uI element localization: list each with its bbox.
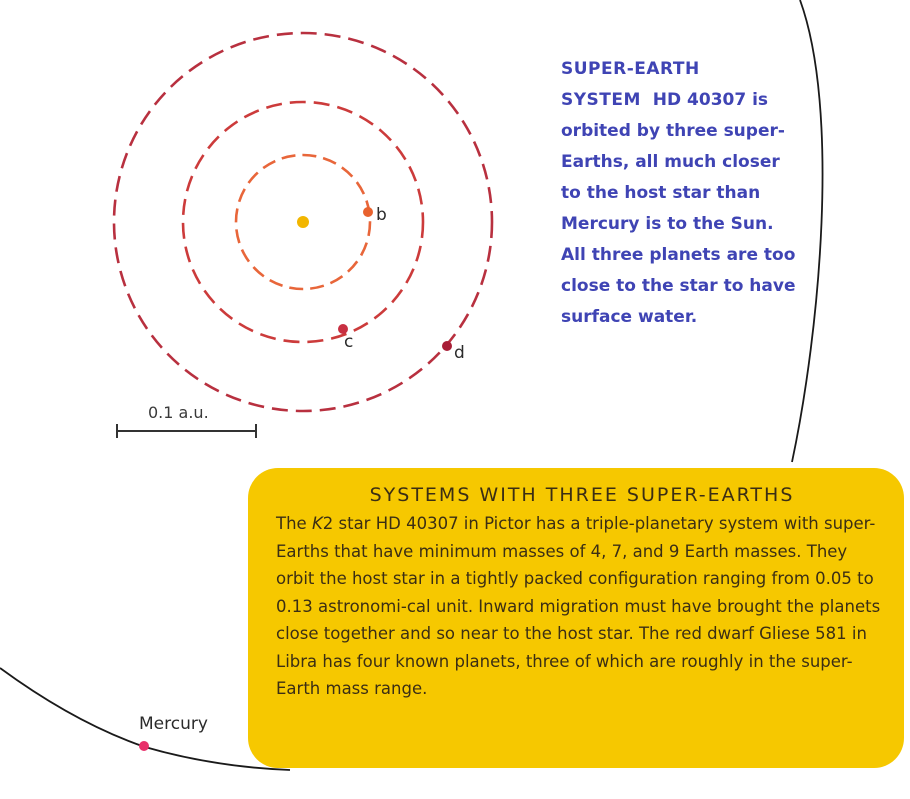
info-box-text-pre: The — [276, 514, 312, 533]
info-box — [248, 468, 904, 768]
planet-b — [363, 207, 373, 217]
planet-d-label: d — [454, 343, 465, 363]
planet-b-label: b — [376, 205, 387, 225]
info-box-text — [276, 510, 888, 703]
mercury-label: Mercury — [139, 714, 208, 734]
caption-body-line: All three planets are too — [561, 245, 796, 265]
caption-heading-line1: SUPER-EARTH — [561, 59, 700, 79]
caption — [561, 54, 816, 333]
caption-line-2 — [561, 85, 816, 116]
info-box-text-rest: 2 star HD 40307 in Pictor has a triple-planetary system with super-Earths that have minimum masses of 4, 7, and 9 Earth masses. They orbit the host star in a tightly packed configuration ranging from 0.05 to 0.13 astronomi-cal unit. Inward migration must have brought the planets close together and so near to the host star. The red dwarf Gliese 581 in Libra has four known planets, three of which are roughly in the super-Earth mass range. — [276, 514, 881, 698]
caption-body-line: to the host star than — [561, 183, 761, 203]
caption-body-line: orbited by three super- — [561, 121, 785, 141]
info-box-title: SYSTEMS WITH THREE SUPER-EARTHS — [369, 484, 795, 506]
caption-body-line: close to the star to have — [561, 276, 796, 296]
host-star — [297, 216, 309, 228]
caption-body-line: surface water. — [561, 307, 698, 327]
scale-label: 0.1 a.u. — [148, 403, 209, 422]
mercury-planet — [139, 741, 149, 751]
planet-d — [442, 341, 452, 351]
caption-body-first: HD 40307 is — [652, 90, 769, 110]
caption-heading-line2: SYSTEM — [561, 90, 641, 110]
caption-body-line: Mercury is to the Sun. — [561, 214, 774, 234]
info-box-text-italic: K — [311, 514, 323, 533]
planet-c-label: c — [344, 332, 354, 352]
caption-body-line: Earths, all much closer — [561, 152, 780, 172]
